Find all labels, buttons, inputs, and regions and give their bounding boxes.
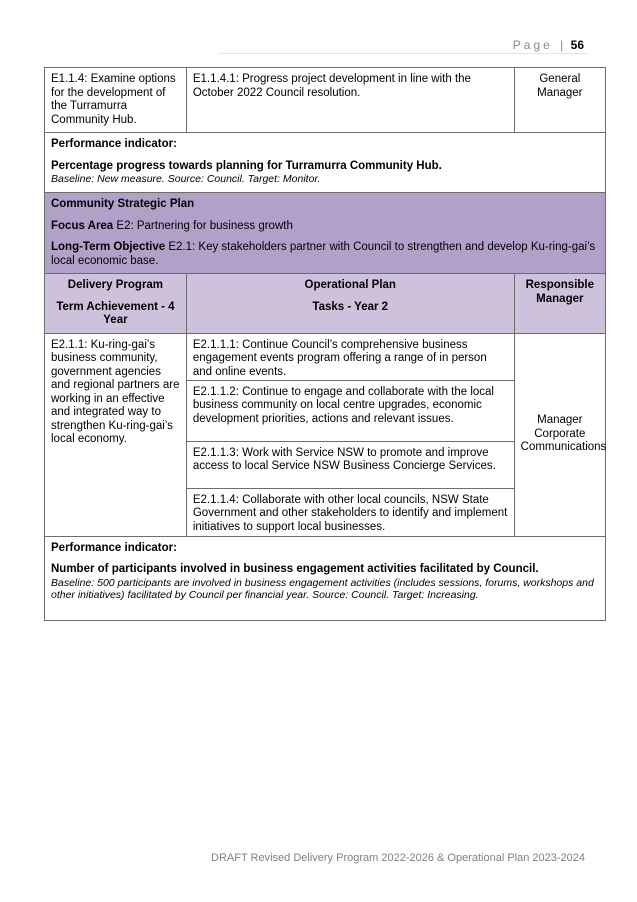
performance-indicator-heading: Performance indicator:	[51, 138, 177, 150]
long-term-objective-text: E2.1: Key stakeholders partner with Council to strengthen and develop Ku-ring-gai’s local economic base.	[51, 241, 596, 267]
manager-cell: General Manager	[514, 68, 605, 133]
page-label: Page	[512, 38, 553, 52]
performance-indicator-row	[45, 133, 606, 193]
table-row	[45, 68, 606, 133]
footer-text: DRAFT Revised Delivery Program 2022-2026 & Operational Plan 2023-2024	[211, 852, 585, 864]
performance-indicator-baseline: Baseline: New measure. Source: Council. Target: Monitor.	[51, 173, 321, 185]
page-number: 56	[570, 38, 584, 52]
col-header-tasks: Tasks - Year 2	[312, 300, 389, 313]
task-cell: E1.1.4.1: Progress project development in line with the October 2022 Council resolution.	[186, 68, 514, 133]
manager-cell: Manager Corporate Communications	[514, 333, 605, 536]
task-item: E2.1.1.1: Continue Council’s comprehensive business engagement events program offering a range of in person and online events.	[187, 334, 514, 381]
delivery-program-table	[44, 67, 606, 621]
task-item: E2.1.1.3: Work with Service NSW to promote and improve access to local Service NSW Business Concierge Services.	[187, 442, 514, 489]
page-separator: |	[560, 38, 564, 52]
long-term-objective-label: Long-Term Objective	[51, 241, 166, 253]
focus-area-text: E2: Partnering for business growth	[113, 219, 293, 232]
page-header	[513, 38, 584, 52]
col-header-delivery-program: Delivery Program	[67, 279, 164, 291]
tasks-cell	[186, 333, 514, 536]
task-item: E2.1.1.2: Continue to engage and collaborate with the local business community on local centre upgrades, economic development priorities, actions and relevant issues.	[187, 381, 514, 442]
performance-indicator-title: Percentage progress towards planning for Turramurra Community Hub.	[51, 159, 442, 172]
objective-cell: E1.1.4: Examine options for the development of the Turramurra Community Hub.	[45, 68, 187, 133]
long-term-objective	[51, 241, 599, 268]
col-header-responsible-manager: Responsible Manager	[514, 274, 605, 334]
task-item: E2.1.1.4: Collaborate with other local councils, NSW State Government and other stakeholders to identify and implement initiatives to support local businesses.	[192, 493, 508, 533]
column-header-row	[45, 274, 606, 334]
table-row	[45, 333, 606, 536]
col-header-operational-plan: Operational Plan	[304, 279, 396, 291]
focus-area	[51, 220, 599, 234]
performance-indicator-title: Number of participants involved in business engagement activities facilitated by Council.	[51, 563, 539, 575]
strategic-plan-row	[45, 193, 606, 274]
performance-indicator-row	[45, 536, 606, 620]
performance-indicator-baseline: Baseline: 500 participants are involved in business engagement activities (includes sessions, forums, workshops and other initiatives) facilitated by Council per financial year. Source: Council. Target: Increasing.	[51, 576, 594, 601]
focus-area-label: Focus Area	[51, 219, 114, 232]
header-rule	[218, 53, 588, 54]
strategic-plan-heading: Community Strategic Plan	[51, 198, 195, 210]
objective-cell: E2.1.1: Ku-ring-gai’s business community, government agencies and regional partners are working in an effective and integrated way to strengthen Ku-ring-gai’s local economy.	[45, 333, 187, 536]
col-header-term-achievement: Term Achievement - 4 Year	[56, 300, 175, 326]
performance-indicator-heading: Performance indicator:	[51, 541, 177, 554]
